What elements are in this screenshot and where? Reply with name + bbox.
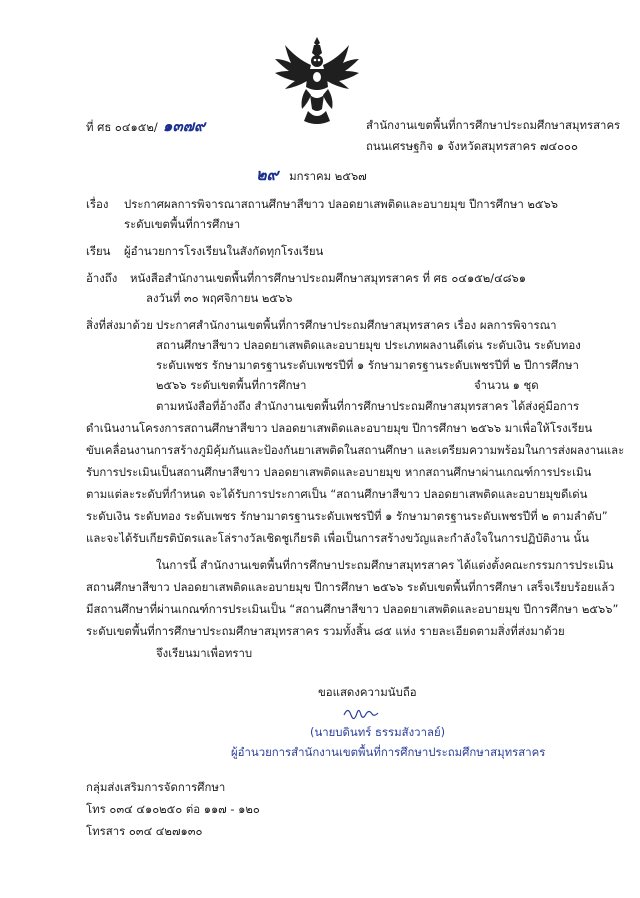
footer-fax: โทรสาร ๐๓๔ ๔๒๗๑๓๐ xyxy=(86,824,203,838)
body-para1-line7: และจะได้รับเกียรติบัตรและโล่รางวัลเชิดชูเกียรติ เพื่อเป็นการสร้างขวัญและกำลังใจในการปฏิบัติงาน นั้น xyxy=(86,531,589,545)
enclosure-line3: ระดับเพชร รักษามาตรฐานระดับเพชรปีที่ ๑ รักษามาตรฐานระดับเพชรปีที่ ๒ ปีการศึกษา xyxy=(156,358,579,372)
enclosure-count: จำนวน ๑ ชุด xyxy=(474,378,539,392)
letter-date xyxy=(256,165,367,186)
date-month-year: มกราคม ๒๕๖๗ xyxy=(289,169,367,183)
sender-address-line2: ถนนเศรษฐกิจ ๑ จังหวัดสมุทรสาคร ๗๔๐๐๐ xyxy=(366,139,578,153)
subject-line1: ประกาศผลการพิจารณาสถานศึกษาสีขาว ปลอดยาเสพติดและอบายมุข ปีการศึกษา ๒๕๖๖ xyxy=(124,197,558,211)
garuda-emblem xyxy=(270,35,364,127)
body-para2-line2: สถานศึกษาสีขาว ปลอดยาเสพติดและอบายมุข ปีการศึกษา ๒๕๖๖ ระดับเขตพื้นที่การศึกษา เสร็จเรียบร้อยแล้ว xyxy=(86,580,615,594)
letter-number-handwritten: ๑๓๗๙ xyxy=(157,117,205,135)
addressee-label: เรียน xyxy=(86,244,111,258)
letter-number xyxy=(86,117,205,137)
enclosure-line4: ๒๕๖๖ ระดับเขตพื้นที่การศึกษา xyxy=(156,378,307,392)
body-para1-line1: ตามหนังสือที่อ้างถึง สำนักงานเขตพื้นที่การศึกษาประถมศึกษาสมุทรสาคร ได้ส่งคู่มือการ xyxy=(156,399,580,413)
subject-line2: ระดับเขตพื้นที่การศึกษา xyxy=(124,217,241,231)
body-para2-line4: ระดับเขตพื้นที่การศึกษาประถมศึกษาสมุทรสาคร รวมทั้งสิ้น ๘๕ แห่ง รายละเอียดตามสิ่งที่ส่งมาด้วย xyxy=(86,624,565,638)
subject-label: เรื่อง xyxy=(86,197,109,211)
reference-line1: หนังสือสำนักงานเขตพื้นที่การศึกษาประถมศึกษาสมุทรสาคร ที่ ศธ ๐๔๑๕๒/๔๘๖๑ xyxy=(130,271,527,285)
body-para1-line4: รับการประเมินเป็นสถานศึกษาสีขาว ปลอดยาเสพติดและอบายมุข หากสถานศึกษาผ่านเกณฑ์การประเมิน xyxy=(86,465,592,479)
addressee-text: ผู้อำนวยการโรงเรียนในสังกัดทุกโรงเรียน xyxy=(124,244,324,258)
footer-phone: โทร ๐๓๔ ๔๑๐๒๕๐ ต่อ ๑๑๗ - ๑๒๐ xyxy=(86,802,260,816)
body-para1-line3: ขับเคลื่อนงานการสร้างภูมิคุ้มกันและป้องกันยาเสพติดในสถานศึกษา และเตรียมความพร้อมในการส่งผลงานและ xyxy=(86,443,625,457)
body-para1-line5: ตามแต่ละระดับที่กำหนด จะได้รับการประกาศเป็น “สถานศึกษาสีขาว ปลอดยาเสพติดและอบายมุขดีเด่น xyxy=(86,487,588,501)
signatory-position: ผู้อำนวยการสำนักงานเขตพื้นที่การศึกษาประถมศึกษาสมุทรสาคร xyxy=(231,745,546,759)
enclosure-line2: สถานศึกษาสีขาว ปลอดยาเสพติดและอบายมุข ประเภทผลงานดีเด่น ระดับเงิน ระดับทอง xyxy=(156,338,581,352)
handwritten-signature xyxy=(342,704,382,720)
footer-unit: กลุ่มส่งเสริมการจัดการศึกษา xyxy=(86,780,226,794)
body-para1-line2: ดำเนินงานโครงการสถานศึกษาสีขาว ปลอดยาเสพติดและอบายมุข ปีการศึกษา ๒๕๖๖ มาเพื่อให้โรงเรียน xyxy=(86,421,593,435)
body-para2-line3: มีสถานศึกษาที่ผ่านเกณฑ์การประเมินเป็น “สถานศึกษาสีขาว ปลอดยาเสพติดและอบายมุข ปีการศึกษา ๒๕๖๖” xyxy=(86,602,619,616)
letter-number-prefix: ที่ ศธ ๐๔๑๕๒/ xyxy=(86,120,158,134)
enclosure-line1: ประกาศสำนักงานเขตพื้นที่การศึกษาประถมศึกษาสมุทรสาคร เรื่อง ผลการพิจารณา xyxy=(156,318,557,332)
reference-line2: ลงวันที่ ๓๐ พฤศจิกายน ๒๕๖๖ xyxy=(146,291,293,305)
reference-label: อ้างถึง xyxy=(86,271,118,285)
enclosure-label: สิ่งที่ส่งมาด้วย xyxy=(86,318,153,332)
body-para1-line6: ระดับเงิน ระดับทอง ระดับเพชร รักษามาตรฐานระดับเพชรปีที่ ๑ รักษามาตรฐานระดับเพชรปีที่ ๒ ตามลำดับ” xyxy=(86,509,608,523)
closing-request: จึงเรียนมาเพื่อทราบ xyxy=(156,646,253,660)
signatory-name: (นายบดินทร์ ธรรมสังวาลย์) xyxy=(310,725,446,739)
closing-salutation: ขอแสดงความนับถือ xyxy=(318,685,417,699)
date-day-handwritten: ๒๙ xyxy=(256,165,279,184)
sender-address-line1: สำนักงานเขตพื้นที่การศึกษาประถมศึกษาสมุทรสาคร xyxy=(366,118,621,132)
body-para2-line1: ในการนี้ สำนักงานเขตพื้นที่การศึกษาประถมศึกษาสมุทรสาคร ได้แต่งตั้งคณะกรรมการประเมิน xyxy=(156,558,614,572)
